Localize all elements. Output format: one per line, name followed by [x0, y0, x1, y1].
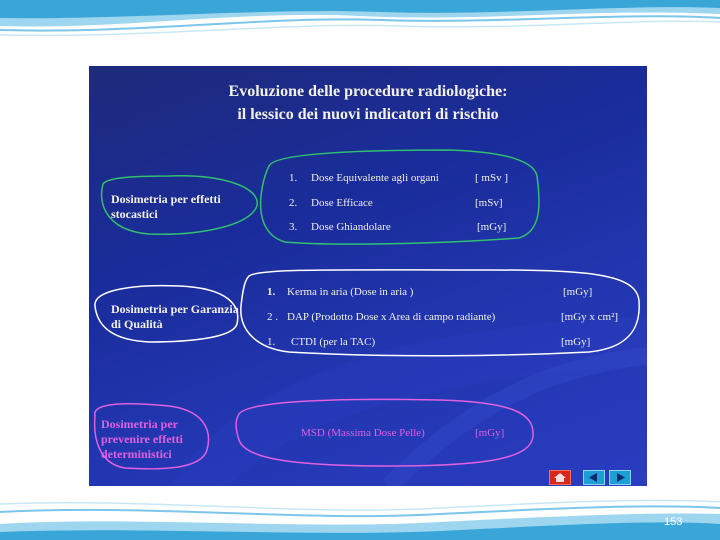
quality-item-1-number: 1.	[267, 286, 276, 298]
stochastic-item-1-number: 1.	[289, 172, 298, 184]
deterministic-item-1-unit: [mGy]	[475, 427, 505, 439]
next-slide-button[interactable]	[609, 470, 631, 485]
quality-item-3-number: 1.	[267, 336, 276, 348]
arrow-left-icon	[584, 471, 604, 484]
page-number: 153	[664, 516, 683, 528]
bottom-wave-decoration	[0, 494, 720, 540]
stochastic-item-3-unit: [mGy]	[477, 221, 507, 233]
category-deterministic-label: Dosimetria per prevenire effetti deterministici	[101, 417, 183, 461]
quality-item-3-label: CTDI (per la TAC)	[291, 336, 376, 348]
stochastic-item-2-number: 2.	[289, 197, 298, 209]
home-button[interactable]	[549, 470, 571, 485]
quality-item-3-unit: [mGy]	[561, 336, 591, 348]
quality-item-2-unit: [mGy x cm²]	[561, 311, 619, 323]
arrow-right-icon	[610, 471, 630, 484]
slide-title-line2: il lessico dei nuovi indicatori di rischio	[237, 106, 499, 123]
slide-title-line1: Evoluzione delle procedure radiologiche:	[228, 83, 508, 100]
slide-panel	[89, 66, 647, 486]
stochastic-item-1-unit: [ mSv ]	[475, 172, 508, 184]
top-wave-decoration	[0, 0, 720, 40]
category-stochastic-label: Dosimetria per effetti stocastici	[111, 192, 221, 221]
stochastic-item-3-number: 3.	[289, 221, 298, 233]
stochastic-item-2-unit: [mSv]	[475, 197, 503, 209]
category-quality-label: Dosimetria per Garanzia di Qualità	[111, 302, 239, 331]
home-icon	[550, 471, 570, 484]
stochastic-item-3-label: Dose Ghiandolare	[311, 221, 391, 233]
quality-item-1-label: Kerma in aria (Dose in aria )	[287, 286, 414, 298]
quality-item-2-label: DAP (Prodotto Dose x Area di campo radiante)	[287, 311, 496, 323]
quality-item-1-unit: [mGy]	[563, 286, 593, 298]
quality-item-2-number: 2 .	[267, 311, 278, 323]
deterministic-item-1-label: MSD (Massima Dose Pelle)	[301, 427, 425, 439]
stochastic-item-1-label: Dose Equivalente agli organi	[311, 172, 439, 184]
stochastic-item-2-label: Dose Efficace	[311, 197, 373, 209]
previous-slide-button[interactable]	[583, 470, 605, 485]
